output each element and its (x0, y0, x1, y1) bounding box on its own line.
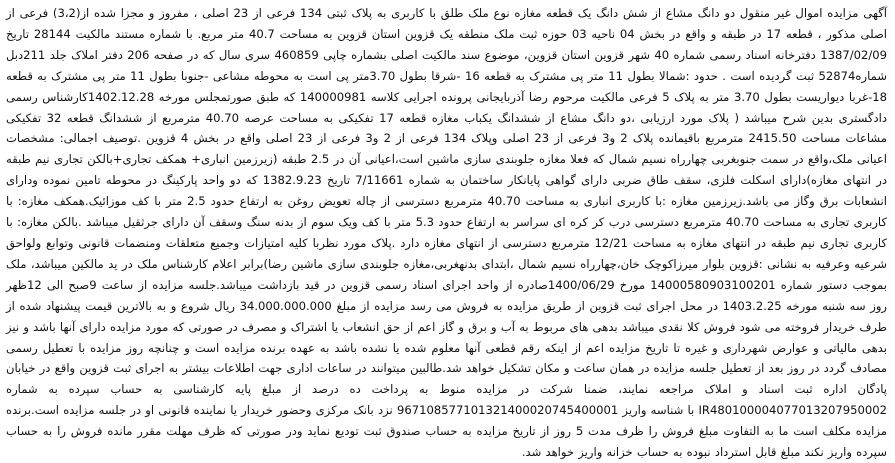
auction-notice-text: آگهی مزایده اموال غیر منقول دو دانگ مشاع از شش دانگ یک قطعه مغازه نوع ملک طلق با کاربری به پلاک ثبتی 134 فرعی از 23 اصلی ، مفروز و مجزا شده از(3،2) فرعی از اصلی مذکور ، قطعه 17 در طبقه و واقع در بخش 04 ناحیه 03 حوزه ثبت ملک منطقه یک قزوین استان قزوین به مساحت 40.7 متر مربع. با شماره مستند مالکیت 28144 تاریخ 1387/02/09 دفترخانه اسناد رسمی شماره 40 شهر قزوین استان قزوین، موضوع سند مالکیت اصلی بشماره چاپی 460859 سری سال که در صفحه 206 دفتر املاک جلد 211دبل شماره52874 ثبت گردیده است . حدود :شمالا بطول 11 متر پی مشترک به قطعه 16 -شرقا بطول 3.70متر پی است به محوطه مشاعی -جنوبا بطول 11 متر پی مشترک به قطعه 18-غربا دیواریست بطول 3.70 متر به پلاک 5 فرعی مالکیت مرحوم رضا آذربایجانی پرونده اجرایی کلاسه 140000981 که طبق صورتمجلس مورخه 1402.12.28کارشناس رسمی دادگستری بدین شرح میباشد ( پلاک مورد ارزیابی ،دو دانگ مشاع از ششدانگ یکباب مغازه قطعه 17 تفکیکی به مساحت عرصه 40.70 مترمربع از ششدانگ قطعه 32 تفکیکی مشاعات مساحت 2415.50 مترمربع باقیمانده پلاک 2 و3 فرعی از 23 اصلی وپلاک 134 فرعی از 2 و3 فرعی از 23 اصلی واقع در بخش 4 قزوین .توصیف اجمالی: مشخصات اعیانی ملک،واقع در سمت جنوبغربی چهارراه نسیم شمال که فعلا مغازه جلوبندی سازی ماشین است،اعیانی آن در 2.5 طبقه (زیرزمین انباری+ همکف تجاری+بالکن تجاری نیم طبقه در انتهای مغازه)دارای اسکلت فلزی، سقف طاق ضربی دارای گواهی پایانکار ساختمان به شماره 7/11661 تاریخ 1382.9.23 که دو واحد پارکینگ در محوطه تامین نموده ودارای انشعابات برق وگاز می باشد.زیرزمین مغازه :با کاربری انباری به مساحت 40.70 مترمربع دسترسی از چاله تعویض روغن به ارتفاع حدود 2.5 متر با کف موزائیک.همکف مغازه: با کاربری تجاری به مساحت 40.70 مترمربع دسترسی درب کر کره ای سراسر به ارتفاع حدود 5.3 متر با کف ویک سوم از بدنه سنگ وسقف آن دارای جرثقیل میباشد .بالکن مغازه: با کاربری تجاری نیم طبقه در انتهای مغازه به مساحت 12/21 مترمربع دسترسی از انتهای مغازه دارد .پلاک مورد نظربا کلیه امتیازات وجمیع متعلقات ومنضمات قانونی وتوابع ولواحق شرعیه وعرفیه به نشانی :قزوین بلوار میرزاکوچک خان،چهارراه نسیم شمال ،ابتدای بدنهغربی،مغازه جلوبندی سازی ماشین رضا)برابر اعلام کارشناس ملک در ید مالکین میباشد، ملک بموجب دستور شماره 14000580903100201 مورخ 1400/06/29صادره از واحد اجرای اسناد رسمی قزوین در قید بازداشت میباشد.جلسه مزایده از ساعت 9صبح الی 12ظهر روز سه شنبه مورخه 1403.2.25 در محل اجرای ثبت قزوین از طریق مزایده به فروش می رسد مزایده از مبلغ 34.000.000.000 ریال شروع و به بالاترین قیمت پیشنهاد شده از طرف خریدار فروخته می شود فروش کلا نقدی میباشد بدهی های مربوط به آب و برق و گاز اعم از حق انشعاب یا اشتراک و مصرف در صورتی که مورد مزایده دارای آنها باشد و نیز بدهی مالیاتی و عوارض شهرداری و غیره تا تاریخ مزایده اعم از اینکه رقم قطعی آنها معلوم شده یا نشده باشد به عهده برنده مزایده است و چنانچه روز مزایده با تعطیل رسمی مصادف گردد در روز بعد از تعطیل جلسه مزایده در همان ساعت و مکان تشکیل خواهد شد.طالبین میتوانند در ساعات اداری جهت اطلاعات بیشتر به اجرای ثبت قزوین واقع در خیابان پادگان اداره ثبت اسناد و املاک مراجعه نمایند، ضمنا شرکت در مزایده منوط به پرداخت ده درصد از مبلغ پایه کارشناسی به حساب سپرده به شماره IR480100004077013207950002 با شناسه واریز 967108577101321400020745400001 نزد بانک مرکزی وحضور خریدار یا نماینده قانونی او در جلسه مزایده است.برنده مزایده مکلف است ما به التفاوت مبلغ فروش را ظرف مدت 5 روز از تاریخ مزایده به حساب صندوق ثبت تودیع نماید ودر صورتی که ظرف مهلت مقرر مانده فروش را به حساب سپرده واریز نکند مبلغ قابل استرداد نبوده به حساب خزانه واریز خواهد شد. (6, 6, 888, 460)
